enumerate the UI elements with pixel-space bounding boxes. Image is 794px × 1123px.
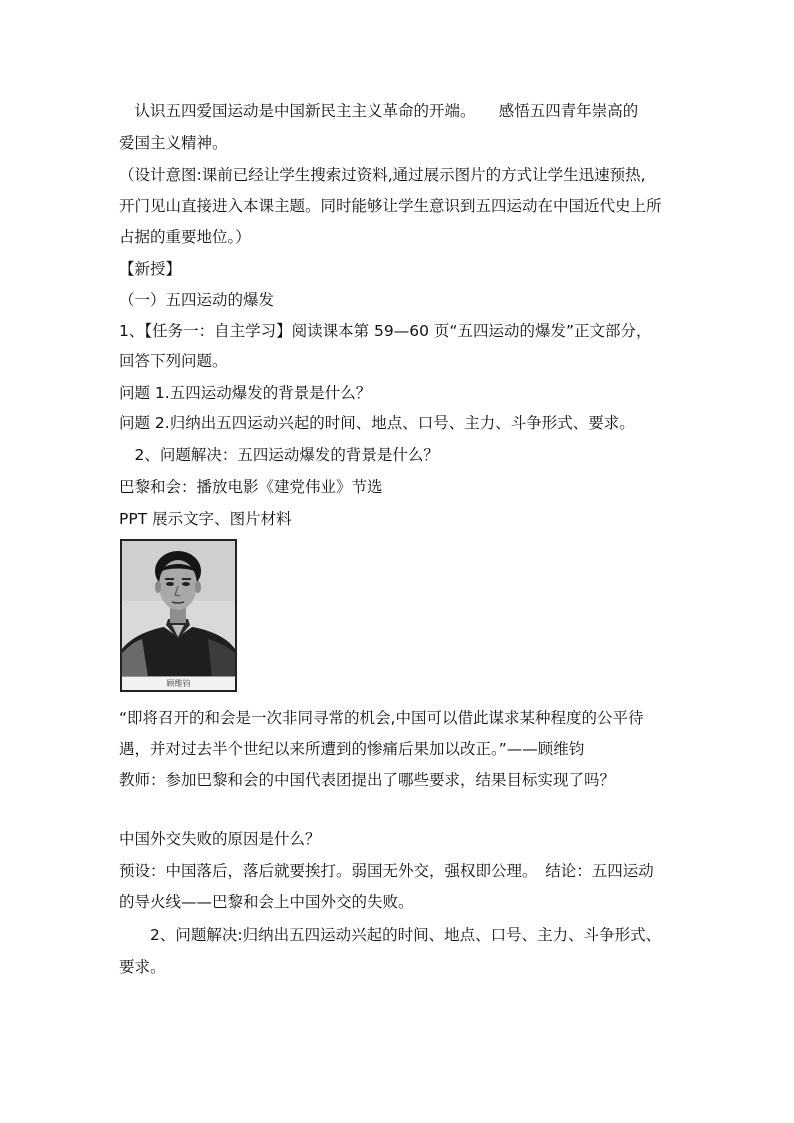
text-line: 回答下列问题。 xyxy=(119,352,228,370)
section-heading: 【新授】 xyxy=(119,260,182,278)
text-line: 要求。 xyxy=(119,958,166,976)
question-line: 问题 1.五四运动爆发的背景是什么？ xyxy=(119,384,372,402)
quote-line: 遇，并对过去半个世纪以来所遭到的惨痛后果加以改正。”——顾维钧 xyxy=(119,740,585,758)
text-line: （设计意图:课前已经让学生搜索过资料,通过展示图片的方式让学生迅速预热, xyxy=(119,166,646,184)
question-line: 问题 2.归纳出五四运动兴起的时间、地点、口号、主力、斗争形式、要求。 xyxy=(119,414,635,432)
quote-line: “即将召开的和会是一次非同寻常的机会,中国可以借此谋求某种程度的公平待 xyxy=(119,709,644,727)
text-line: 开门见山直接进入本课主题。同时能够让学生意识到五四运动在中国近代史上所 xyxy=(119,197,662,215)
text-line: 认识五四爱国运动是中国新民主主义革命的开端。 感悟五四青年崇高的 xyxy=(119,102,639,120)
text-line: 教师：参加巴黎和会的中国代表团提出了哪些要求，结果目标实现了吗？ xyxy=(119,771,616,789)
question-line: 中国外交失败的原因是什么？ xyxy=(119,830,321,848)
text-line: PPT 展示文字、图片材料 xyxy=(119,510,292,528)
text-line: 爱国主义精神。 xyxy=(119,134,228,152)
subsection-heading: （一）五四运动的爆发 xyxy=(119,291,275,309)
photo-caption: 顾维钧 xyxy=(122,676,235,690)
text-line: 预设：中国落后，落后就要挨打。弱国无外交，强权即公理。 结论：五四运动 xyxy=(119,862,654,880)
text-line: 2、问题解决：五四运动爆发的背景是什么？ xyxy=(119,446,439,464)
text-line: 的导火线——巴黎和会上中国外交的失败。 xyxy=(119,893,414,911)
text-line: 1、【任务一：自主学习】阅读课本第 59—60 页“五四运动的爆发”正文部分， xyxy=(119,322,652,340)
text-line: 2、问题解决:归纳出五四运动兴起的时间、地点、口号、主力、斗争形式、 xyxy=(119,926,662,944)
text-line: 巴黎和会：播放电影《建党伟业》节选 xyxy=(119,478,383,496)
portrait-photo xyxy=(120,539,237,692)
text-line: 占据的重要地位。） xyxy=(119,228,251,246)
portrait-image xyxy=(122,541,235,677)
